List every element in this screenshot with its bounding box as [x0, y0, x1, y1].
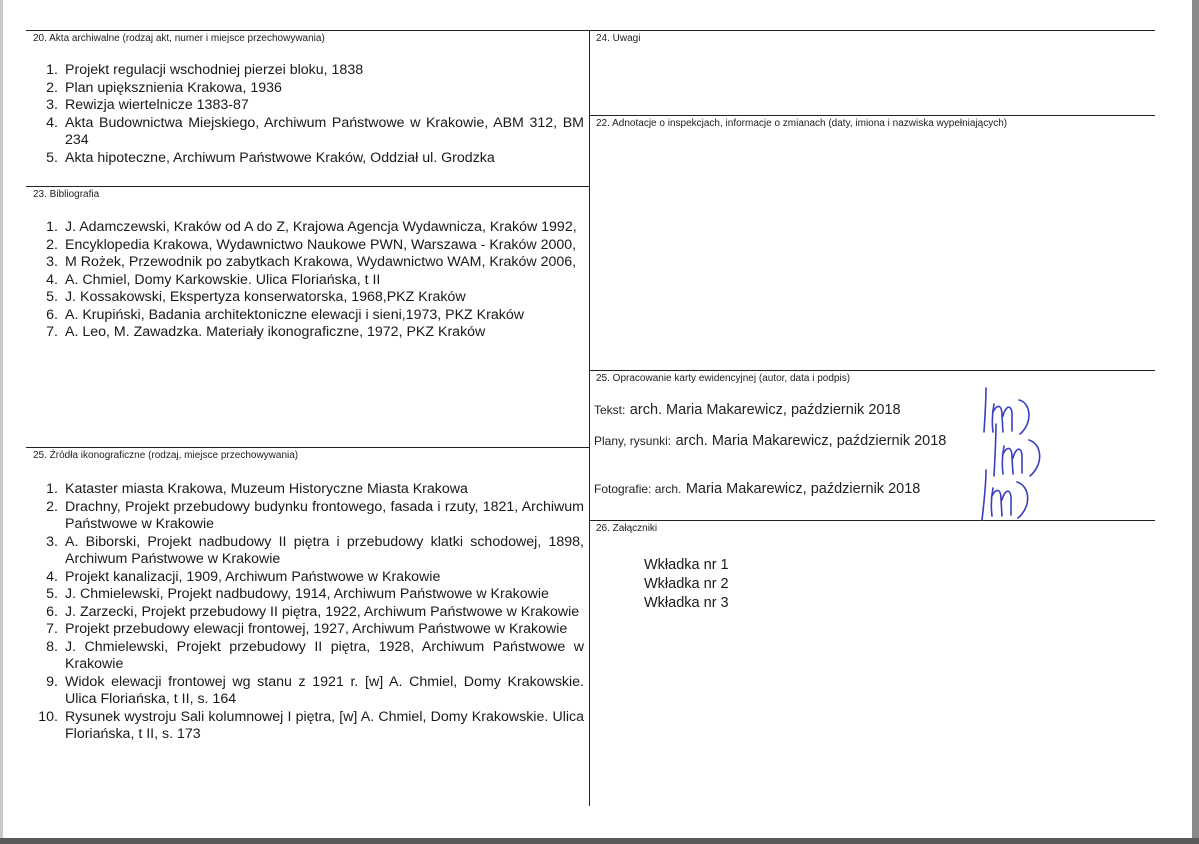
prep-row-drawings-value: arch. Maria Makarewicz, październik 2018 [675, 433, 947, 449]
list-item [32, 115, 584, 150]
list-item-text: Rewizja wiertelnicze 1383-87 [65, 97, 249, 113]
attachments-list [644, 556, 729, 613]
list-item [32, 604, 584, 622]
archival-records-list [32, 62, 584, 167]
list-item-text: Plan upiększnienia Krakowa, 1936 [65, 79, 282, 96]
list-item [32, 97, 584, 115]
list-item [32, 150, 584, 168]
list-item-number: 4. [46, 568, 58, 585]
list-item-number: 8. [46, 638, 58, 655]
list-item-number: 4. [46, 271, 58, 288]
list-item [32, 254, 584, 272]
list-item [32, 621, 584, 639]
list-item-text: Projekt przebudowy elewacji frontowej, 1927, Archiwum Państwowe w Krakowie [65, 621, 568, 637]
list-item-number: 5. [46, 586, 58, 602]
list-item-number: 3. [46, 254, 58, 270]
prep-row-photos-label: Fotografie: arch. [594, 482, 682, 496]
list-item-text: Encyklopedia Krakowa, Wydawnictwo Naukowe PWN, Warszawa - Kraków 2000, [65, 236, 577, 253]
list-item-text: Rysunek wystroju Sali kolumnowej I piętra, [w] A. Chmiel, Domy Krakowskie. Ulica Floriańska, t II, s. 173 [65, 708, 584, 742]
attachment-item: Wkładka nr 1 [644, 557, 729, 573]
section-label-24: 24. Uwagi [596, 33, 641, 44]
list-item [32, 674, 584, 709]
prep-row-drawings [594, 432, 946, 450]
rule-top-left [26, 30, 589, 31]
list-item [32, 80, 584, 98]
list-item-number: 4. [46, 114, 58, 131]
list-item [32, 639, 584, 674]
list-item-text: Kataster miasta Krakowa, Muzeum Historyczne Miasta Krakowa [65, 481, 468, 497]
scan-edge-left [0, 0, 3, 844]
prep-row-photos [594, 480, 920, 498]
rule-s23 [26, 186, 589, 187]
attachment-item: Wkładka nr 2 [644, 576, 729, 592]
list-item [32, 534, 584, 569]
section-label-22: 22. Adnotacje o inspekcjach, informacje o zmianach (daty, imiona i nazwiska wypełniających) [596, 118, 1008, 129]
list-item-text: M Rożek, Przewodnik po zabytkach Krakowa, Wydawnictwo WAM, Kraków 2006, [65, 254, 577, 270]
list-item-number: 2. [46, 498, 58, 515]
list-item-number: 9. [46, 673, 58, 690]
list-item-number: 1. [46, 481, 58, 497]
list-item-text: Akta Budownictwa Miejskiego, Archiwum Państwowe w Krakowie, ABM 312, BM 234 [65, 114, 584, 148]
list-item-number: 7. [46, 324, 58, 340]
list-item-number: 2. [46, 236, 58, 253]
rule-s25b [589, 370, 1155, 371]
list-item-text: A. Chmiel, Domy Karkowskie. Ulica Floriańska, t II [65, 271, 381, 288]
column-divider [589, 30, 590, 806]
list-item-number: 3. [46, 97, 58, 113]
list-item [32, 237, 584, 255]
list-item-text: A. Leo, M. Zawadzka. Materiały ikonograficzne, 1972, PKZ Kraków [65, 324, 486, 340]
rule-s25a [26, 447, 589, 448]
list-item [32, 569, 584, 587]
attachment-item: Wkładka nr 3 [644, 595, 729, 611]
list-item-text: Projekt kanalizacji, 1909, Archiwum Państwowe w Krakowie [65, 568, 441, 585]
list-item-number: 1. [46, 219, 58, 235]
list-item-number: 5. [46, 289, 58, 305]
list-item [32, 62, 584, 80]
section-label-25-preparation: 25. Opracowanie karty ewidencyjnej (autor, data i podpis) [596, 373, 851, 384]
list-item-text: Drachny, Projekt przebudowy budynku frontowego, fasada i rzuty, 1821, Archiwum Państwowe w Krakowie [65, 498, 584, 532]
list-item-text: Projekt regulacji wschodniej pierzei bloku, 1838 [65, 62, 364, 78]
prep-row-photos-value: Maria Makarewicz, październik 2018 [685, 481, 921, 497]
rule-s26 [589, 520, 1155, 521]
list-item [32, 307, 584, 325]
list-item-number: 6. [46, 306, 58, 323]
section-label-25-sources: 25. Źródła ikonograficzne (rodzaj, miejsce przechowywania) [33, 450, 299, 461]
list-item-text: A. Biborski, Projekt nadbudowy II piętra i przebudowy klatki schodowej, 1898, Archiwum Państwowe w Krakowie [65, 533, 584, 567]
list-item-number: 1. [46, 62, 58, 78]
list-item [32, 709, 584, 744]
list-item-text: J. Kossakowski, Ekspertyza konserwatorska, 1968,PKZ Kraków [65, 289, 466, 305]
list-item-text: J. Chmielewski, Projekt przebudowy II piętra, 1928, Archiwum Państwowe w Krakowie [65, 638, 584, 672]
list-item-text: J. Adamczewski, Kraków od A do Z, Krajowa Agencja Wydawnicza, Kraków 1992, [65, 219, 577, 235]
list-item [32, 481, 584, 499]
list-item-number: 7. [46, 621, 58, 637]
list-item [32, 289, 584, 307]
section-label-23: 23. Bibliografia [33, 189, 100, 200]
list-item-text: J. Chmielewski, Projekt nadbudowy, 1914, Archiwum Państwowe w Krakowie [65, 586, 549, 602]
prep-row-text [594, 401, 901, 419]
bibliography-list [32, 219, 584, 342]
list-item-number: 5. [46, 149, 58, 166]
list-item-number: 3. [46, 533, 58, 550]
list-item-text: J. Zarzecki, Projekt przebudowy II piętra, 1922, Archiwum Państwowe w Krakowie [65, 603, 580, 620]
list-item-text: Akta hipoteczne, Archiwum Państwowe Kraków, Oddział ul. Grodzka [65, 149, 495, 166]
list-item [32, 219, 584, 237]
prep-row-text-value: arch. Maria Makarewicz, październik 2018 [629, 402, 901, 418]
section-label-26: 26. Załączniki [596, 523, 658, 534]
rule-top-right [589, 30, 1155, 31]
rule-s22 [589, 115, 1155, 116]
list-item-number: 10. [38, 708, 58, 725]
list-item-number: 2. [46, 79, 58, 96]
list-item [32, 272, 584, 290]
handwritten-signature-3 [974, 462, 1040, 524]
iconographic-sources-list [32, 481, 584, 744]
scan-edge-right [1192, 0, 1199, 844]
scan-edge-bottom [0, 838, 1199, 844]
list-item-text: A. Krupiński, Badania architektoniczne elewacji i sieni,1973, PKZ Kraków [65, 306, 524, 323]
list-item [32, 324, 584, 342]
list-item-text: Widok elewacji frontowej wg stanu z 1921 r. [w] A. Chmiel, Domy Krakowskie. Ulica Floriańska, t II, s. 164 [65, 673, 584, 707]
prep-row-text-label: Tekst: [594, 403, 626, 417]
list-item [32, 499, 584, 534]
prep-row-drawings-label: Plany, rysunki: [594, 434, 672, 448]
list-item-number: 6. [46, 603, 58, 620]
section-label-20: 20. Akta archiwalne (rodzaj akt, numer i miejsce przechowywania) [33, 33, 325, 44]
list-item [32, 586, 584, 604]
